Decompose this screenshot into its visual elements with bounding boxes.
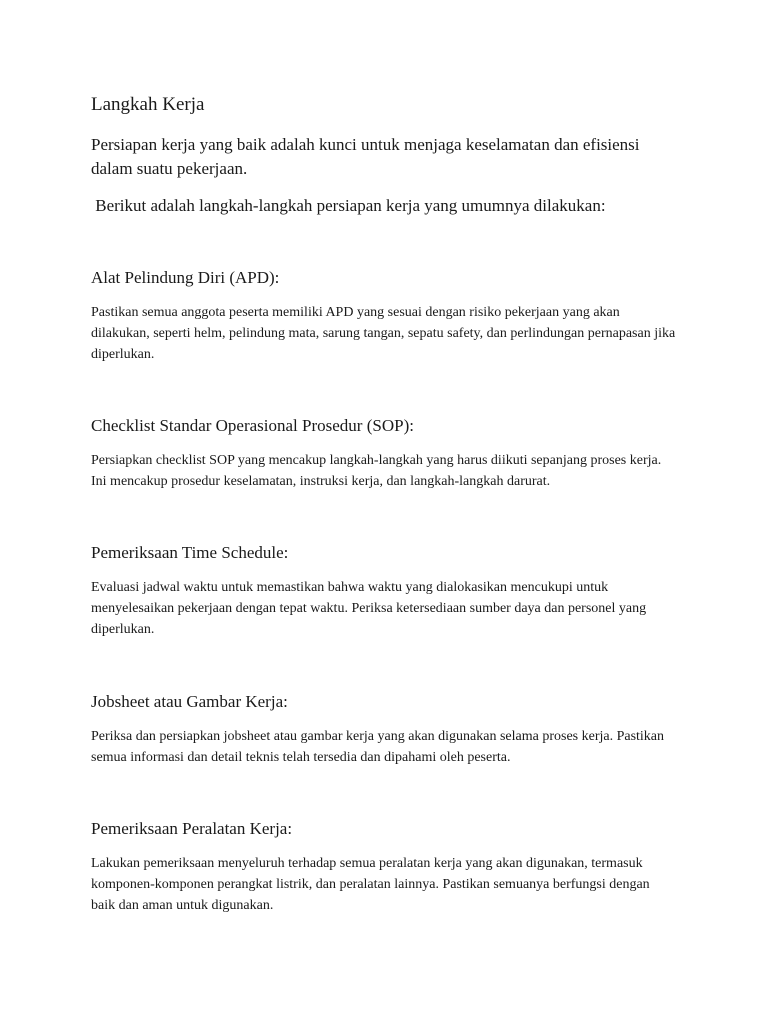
section-heading-jobsheet: Jobsheet atau Gambar Kerja: xyxy=(91,692,288,711)
section-heading-time-schedule: Pemeriksaan Time Schedule: xyxy=(91,543,289,562)
section-body-time-schedule: Evaluasi jadwal waktu untuk memastikan bahwa waktu yang dialokasikan mencukupi untuk menyelesaikan pekerjaan dengan tepat waktu. Periksa ketersediaan sumber daya dan personel yang diperlukan. xyxy=(91,580,647,637)
section-body-jobsheet: Periksa dan persiapkan jobsheet atau gambar kerja yang akan digunakan selama proses kerja. Pastikan semua informasi dan detail teknis telah tersedia dan dipahami oleh peserta. xyxy=(91,729,665,765)
section-body-sop: Persiapkan checklist SOP yang mencakup langkah-langkah yang harus diikuti sepanjang proses kerja. Ini mencakup prosedur keselamatan, instruksi kerja, dan langkah-langkah darurat. xyxy=(91,453,662,489)
document-title: Langkah Kerja xyxy=(91,94,205,115)
intro-paragraph: Persiapan kerja yang baik adalah kunci untuk menjaga keselamatan dan efisiensi dalam suatu pekerjaan. xyxy=(91,135,640,178)
section-heading-sop: Checklist Standar Operasional Prosedur (SOP): xyxy=(91,416,414,435)
section-body-apd: Pastikan semua anggota peserta memiliki APD yang sesuai dengan risiko pekerjaan yang akan dilakukan, seperti helm, pelindung mata, sarung tangan, sepatu safety, dan perlindungan pernapasan jika diperlukan. xyxy=(91,305,676,362)
intro-lead-paragraph: Berikut adalah langkah-langkah persiapan kerja yang umumnya dilakukan: xyxy=(91,196,606,215)
section-heading-apd: Alat Pelindung Diri (APD): xyxy=(91,268,280,287)
section-heading-equipment: Pemeriksaan Peralatan Kerja: xyxy=(91,819,293,838)
section-body-equipment: Lakukan pemeriksaan menyeluruh terhadap semua peralatan kerja yang akan digunakan, termasuk komponen-komponen perangkat listrik, dan peralatan lainnya. Pastikan semuanya berfungsi dengan baik dan aman untuk digunakan. xyxy=(91,856,650,913)
